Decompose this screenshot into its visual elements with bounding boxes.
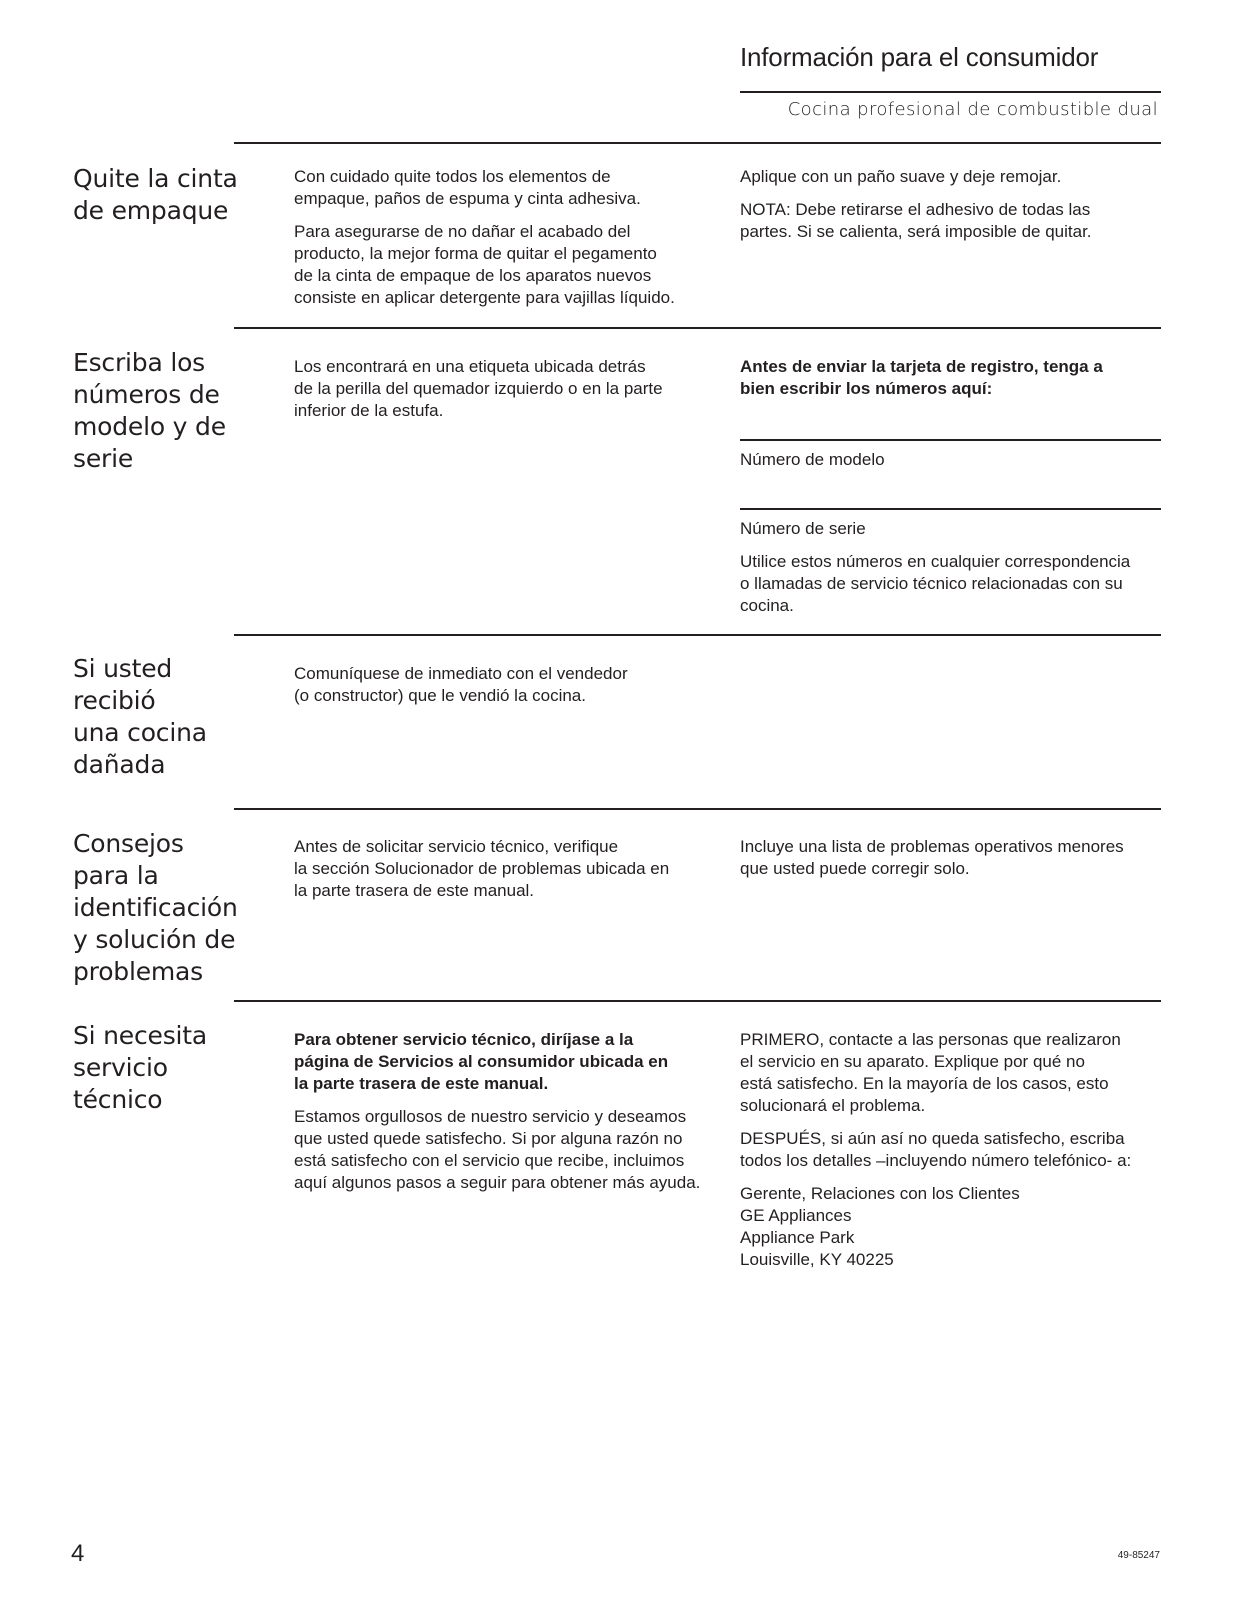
section-damaged-range-col1 (294, 663, 719, 718)
section-divider (234, 808, 1161, 810)
paragraph: Aplique con un paño suave y deje remojar. (740, 167, 1062, 186)
section-heading-packaging-tape: Quite la cinta de empaque (73, 164, 238, 225)
paragraph: DESPUÉS, si aún así no queda satisfecho, escriba todos los detalles –incluyendo número telefónico- a: (740, 1129, 1132, 1170)
model-number-field (740, 439, 1165, 482)
header-divider (740, 91, 1161, 93)
paragraph: Incluye una lista de problemas operativos menores que usted puede corregir solo. (740, 837, 1124, 878)
page-header-title: Información para el consumidor (740, 42, 1099, 72)
page-header-subtitle: Cocina profesional de combustible dual (787, 99, 1158, 120)
service-instruction: Para obtener servicio técnico, diríjase a la página de Servicios al consumidor ubicada en la parte trasera de este manual. (294, 1030, 669, 1093)
section-packaging-tape-col1 (294, 166, 719, 320)
section-model-serial-col2 (740, 356, 1165, 411)
page-number: 4 (71, 1540, 85, 1567)
paragraph: Los encontrará en una etiqueta ubicada detrás de la perilla del quemador izquierdo o en la parte inferior de la estufa. (294, 357, 663, 420)
section-divider (234, 327, 1161, 329)
paragraph: Estamos orgullosos de nuestro servicio y deseamos que usted quede satisfecho. Si por alguna razón no está satisfecho con el servicio que recibe, incluimos aquí algunos pasos a seguir para obtener más ayuda. (294, 1107, 701, 1192)
section-heading-model-serial: Escriba los números de modelo y de serie (73, 348, 226, 473)
paragraph: Con cuidado quite todos los elementos de empaque, paños de espuma y cinta adhesiva. (294, 167, 641, 208)
note-paragraph: NOTA: Debe retirarse el adhesivo de todas las partes. Si se calienta, será imposible de quitar. (740, 200, 1092, 241)
paragraph: PRIMERO, contacte a las personas que realizaron el servicio en su aparato. Explique por qué no está satisfecho. En la mayoría de los casos, esto solucionará el problema. (740, 1030, 1121, 1115)
section-troubleshooting-col2 (740, 836, 1165, 891)
serial-number-field (740, 508, 1165, 628)
section-service-col2 (740, 1029, 1165, 1282)
section-troubleshooting-col1 (294, 836, 719, 913)
paragraph: Antes de solicitar servicio técnico, verifique la sección Solucionador de problemas ubicada en la parte trasera de este manual. (294, 837, 670, 900)
paragraph: Utilice estos números en cualquier correspondencia o llamadas de servicio técnico relacionadas con su cocina. (740, 552, 1131, 615)
registration-instruction: Antes de enviar la tarjeta de registro, tenga a bien escribir los números aquí: (740, 357, 1103, 398)
paragraph: Para asegurarse de no dañar el acabado del producto, la mejor forma de quitar el pegamento de la cinta de empaque de los aparatos nuevos consiste en aplicar detergente para vajillas líquido. (294, 222, 675, 307)
serial-number-label: Número de serie (740, 519, 866, 538)
mailing-address: Gerente, Relaciones con los Clientes GE Appliances Appliance Park Louisville, KY 40225 (740, 1184, 1020, 1269)
section-heading-damaged-range: Si usted recibió una cocina dañada (73, 654, 207, 779)
section-heading-troubleshooting: Consejos para la identificación y solución de problemas (73, 829, 238, 986)
section-service-col1 (294, 1029, 719, 1205)
section-model-serial-col1 (294, 356, 719, 433)
section-heading-service: Si necesita servicio técnico (73, 1021, 208, 1114)
document-code: 49-85247 (1117, 1550, 1160, 1561)
section-divider (234, 634, 1161, 636)
serial-number-line (740, 508, 1161, 510)
model-number-line (740, 439, 1161, 441)
section-divider (234, 1000, 1161, 1002)
model-number-label: Número de modelo (740, 450, 885, 469)
section-packaging-tape-col2 (740, 166, 1165, 254)
section-divider (234, 142, 1161, 144)
paragraph: Comuníquese de inmediato con el vendedor (o constructor) que le vendió la cocina. (294, 664, 628, 705)
